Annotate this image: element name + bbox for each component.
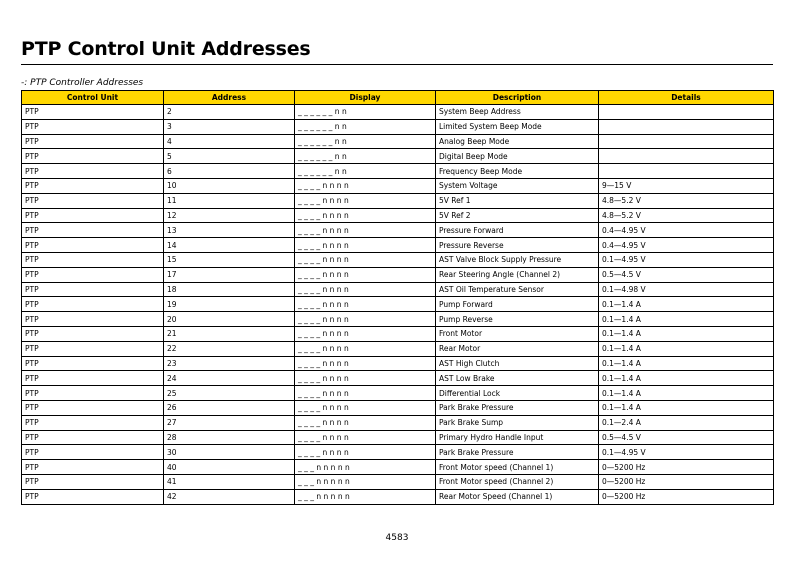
control-unit-cell: PTP <box>22 430 164 445</box>
description-cell: Park Brake Pressure <box>436 400 599 415</box>
control-unit-cell: PTP <box>22 119 164 134</box>
control-unit-cell: PTP <box>22 297 164 312</box>
address-cell: 26 <box>164 400 295 415</box>
table-row <box>22 356 774 371</box>
address-cell: 4 <box>164 134 295 149</box>
table-row <box>22 178 774 193</box>
display-cell: _ _ _ n n n n n <box>295 474 436 489</box>
table-row <box>22 193 774 208</box>
table-body <box>22 105 774 505</box>
display-cell: _ _ _ _ n n n n <box>295 297 436 312</box>
description-cell: Front Motor <box>436 326 599 341</box>
table-row <box>22 238 774 253</box>
control-unit-cell: PTP <box>22 164 164 179</box>
table-row <box>22 149 774 164</box>
controller-address-table <box>21 90 774 505</box>
description-cell: Park Brake Pressure <box>436 445 599 460</box>
display-cell: _ _ _ _ n n n n <box>295 178 436 193</box>
display-cell: _ _ _ _ n n n n <box>295 252 436 267</box>
description-cell: Frequency Beep Mode <box>436 164 599 179</box>
control-unit-cell: PTP <box>22 445 164 460</box>
address-cell: 14 <box>164 238 295 253</box>
details-cell <box>599 149 774 164</box>
address-cell: 17 <box>164 267 295 282</box>
table-row <box>22 267 774 282</box>
address-cell: 23 <box>164 356 295 371</box>
details-cell <box>599 134 774 149</box>
details-cell: 0.1—4.95 V <box>599 252 774 267</box>
page-number: 4583 <box>385 533 409 543</box>
details-cell: 0.5—4.5 V <box>599 267 774 282</box>
display-cell: _ _ _ _ _ _ n n <box>295 105 436 120</box>
address-cell: 12 <box>164 208 295 223</box>
table-row <box>22 312 774 327</box>
control-unit-cell: PTP <box>22 208 164 223</box>
display-cell: _ _ _ _ n n n n <box>295 341 436 356</box>
address-cell: 3 <box>164 119 295 134</box>
details-cell: 0.1—1.4 A <box>599 371 774 386</box>
display-cell: _ _ _ _ n n n n <box>295 208 436 223</box>
address-cell: 30 <box>164 445 295 460</box>
control-unit-cell: PTP <box>22 386 164 401</box>
table-row <box>22 489 774 504</box>
address-cell: 24 <box>164 371 295 386</box>
description-cell: Pump Reverse <box>436 312 599 327</box>
control-unit-cell: PTP <box>22 356 164 371</box>
details-cell: 0.1—1.4 A <box>599 326 774 341</box>
display-cell: _ _ _ _ n n n n <box>295 415 436 430</box>
address-cell: 20 <box>164 312 295 327</box>
description-cell: AST Oil Temperature Sensor <box>436 282 599 297</box>
description-cell: Rear Steering Angle (Channel 2) <box>436 267 599 282</box>
table-caption: -: PTP Controller Addresses <box>21 78 144 88</box>
display-cell: _ _ _ _ n n n n <box>295 356 436 371</box>
table-row <box>22 460 774 475</box>
description-cell: Front Motor speed (Channel 1) <box>436 460 599 475</box>
address-cell: 42 <box>164 489 295 504</box>
address-cell: 25 <box>164 386 295 401</box>
details-cell: 0.1—1.4 A <box>599 312 774 327</box>
column-header-display: Display <box>295 91 436 105</box>
address-cell: 21 <box>164 326 295 341</box>
description-cell: Differential Lock <box>436 386 599 401</box>
details-cell: 0.1—4.95 V <box>599 445 774 460</box>
control-unit-cell: PTP <box>22 223 164 238</box>
control-unit-cell: PTP <box>22 326 164 341</box>
address-cell: 19 <box>164 297 295 312</box>
address-cell: 22 <box>164 341 295 356</box>
address-cell: 27 <box>164 415 295 430</box>
details-cell: 0.1—1.4 A <box>599 341 774 356</box>
details-cell: 0.1—1.4 A <box>599 386 774 401</box>
display-cell: _ _ _ _ n n n n <box>295 386 436 401</box>
details-cell: 0.1—1.4 A <box>599 400 774 415</box>
description-cell: Primary Hydro Handle Input <box>436 430 599 445</box>
control-unit-cell: PTP <box>22 105 164 120</box>
description-cell: Limited System Beep Mode <box>436 119 599 134</box>
details-cell <box>599 164 774 179</box>
control-unit-cell: PTP <box>22 238 164 253</box>
details-cell: 0.5—4.5 V <box>599 430 774 445</box>
display-cell: _ _ _ _ n n n n <box>295 223 436 238</box>
table-row <box>22 430 774 445</box>
details-cell: 0.4—4.95 V <box>599 238 774 253</box>
description-cell: System Voltage <box>436 178 599 193</box>
address-cell: 40 <box>164 460 295 475</box>
address-cell: 13 <box>164 223 295 238</box>
display-cell: _ _ _ n n n n n <box>295 489 436 504</box>
description-cell: Pressure Forward <box>436 223 599 238</box>
description-cell: AST High Clutch <box>436 356 599 371</box>
table-row <box>22 297 774 312</box>
description-cell: Analog Beep Mode <box>436 134 599 149</box>
display-cell: _ _ _ _ n n n n <box>295 267 436 282</box>
details-cell: 4.8—5.2 V <box>599 193 774 208</box>
column-header-address: Address <box>164 91 295 105</box>
title-divider <box>21 64 773 65</box>
control-unit-cell: PTP <box>22 193 164 208</box>
control-unit-cell: PTP <box>22 341 164 356</box>
description-cell: System Beep Address <box>436 105 599 120</box>
details-cell: 0.4—4.95 V <box>599 223 774 238</box>
address-cell: 2 <box>164 105 295 120</box>
table-row <box>22 341 774 356</box>
column-header-description: Description <box>436 91 599 105</box>
control-unit-cell: PTP <box>22 252 164 267</box>
column-header-details: Details <box>599 91 774 105</box>
column-header-control-unit: Control Unit <box>22 91 164 105</box>
table-row <box>22 223 774 238</box>
control-unit-cell: PTP <box>22 134 164 149</box>
description-cell: 5V Ref 2 <box>436 208 599 223</box>
details-cell <box>599 105 774 120</box>
address-cell: 18 <box>164 282 295 297</box>
page-title: PTP Control Unit Addresses <box>21 38 311 60</box>
details-cell: 0—5200 Hz <box>599 489 774 504</box>
details-cell: 0—5200 Hz <box>599 460 774 475</box>
description-cell: Park Brake Sump <box>436 415 599 430</box>
details-cell: 0.1—4.98 V <box>599 282 774 297</box>
display-cell: _ _ _ _ n n n n <box>295 193 436 208</box>
display-cell: _ _ _ _ _ _ n n <box>295 164 436 179</box>
control-unit-cell: PTP <box>22 371 164 386</box>
control-unit-cell: PTP <box>22 474 164 489</box>
display-cell: _ _ _ _ n n n n <box>295 238 436 253</box>
address-cell: 41 <box>164 474 295 489</box>
display-cell: _ _ _ _ _ _ n n <box>295 149 436 164</box>
display-cell: _ _ _ _ _ _ n n <box>295 134 436 149</box>
display-cell: _ _ _ _ _ _ n n <box>295 119 436 134</box>
description-cell: Rear Motor <box>436 341 599 356</box>
description-cell: Pressure Reverse <box>436 238 599 253</box>
display-cell: _ _ _ _ n n n n <box>295 326 436 341</box>
details-cell: 4.8—5.2 V <box>599 208 774 223</box>
table-row <box>22 208 774 223</box>
description-cell: AST Low Brake <box>436 371 599 386</box>
description-cell: Pump Forward <box>436 297 599 312</box>
address-cell: 6 <box>164 164 295 179</box>
display-cell: _ _ _ _ n n n n <box>295 430 436 445</box>
description-cell: Digital Beep Mode <box>436 149 599 164</box>
control-unit-cell: PTP <box>22 460 164 475</box>
description-cell: Front Motor speed (Channel 2) <box>436 474 599 489</box>
table-row <box>22 386 774 401</box>
address-cell: 28 <box>164 430 295 445</box>
display-cell: _ _ _ _ n n n n <box>295 312 436 327</box>
details-cell: 0.1—1.4 A <box>599 356 774 371</box>
control-unit-cell: PTP <box>22 149 164 164</box>
address-cell: 5 <box>164 149 295 164</box>
table-row <box>22 400 774 415</box>
details-cell: 0—5200 Hz <box>599 474 774 489</box>
table-row <box>22 164 774 179</box>
table-row <box>22 134 774 149</box>
display-cell: _ _ _ _ n n n n <box>295 445 436 460</box>
table-row <box>22 474 774 489</box>
control-unit-cell: PTP <box>22 489 164 504</box>
description-cell: 5V Ref 1 <box>436 193 599 208</box>
details-cell <box>599 119 774 134</box>
address-cell: 11 <box>164 193 295 208</box>
control-unit-cell: PTP <box>22 282 164 297</box>
description-cell: Rear Motor Speed (Channel 1) <box>436 489 599 504</box>
display-cell: _ _ _ _ n n n n <box>295 371 436 386</box>
address-cell: 15 <box>164 252 295 267</box>
table-row <box>22 326 774 341</box>
display-cell: _ _ _ _ n n n n <box>295 282 436 297</box>
table-row <box>22 445 774 460</box>
details-cell: 9—15 V <box>599 178 774 193</box>
table-row <box>22 105 774 120</box>
control-unit-cell: PTP <box>22 178 164 193</box>
display-cell: _ _ _ n n n n n <box>295 460 436 475</box>
address-cell: 10 <box>164 178 295 193</box>
table-row <box>22 282 774 297</box>
details-cell: 0.1—2.4 A <box>599 415 774 430</box>
control-unit-cell: PTP <box>22 267 164 282</box>
control-unit-cell: PTP <box>22 415 164 430</box>
table-row <box>22 119 774 134</box>
table-row <box>22 252 774 267</box>
details-cell: 0.1—1.4 A <box>599 297 774 312</box>
display-cell: _ _ _ _ n n n n <box>295 400 436 415</box>
control-unit-cell: PTP <box>22 400 164 415</box>
table-header-row <box>22 91 774 105</box>
table-row <box>22 415 774 430</box>
table-row <box>22 371 774 386</box>
description-cell: AST Valve Block Supply Pressure <box>436 252 599 267</box>
control-unit-cell: PTP <box>22 312 164 327</box>
